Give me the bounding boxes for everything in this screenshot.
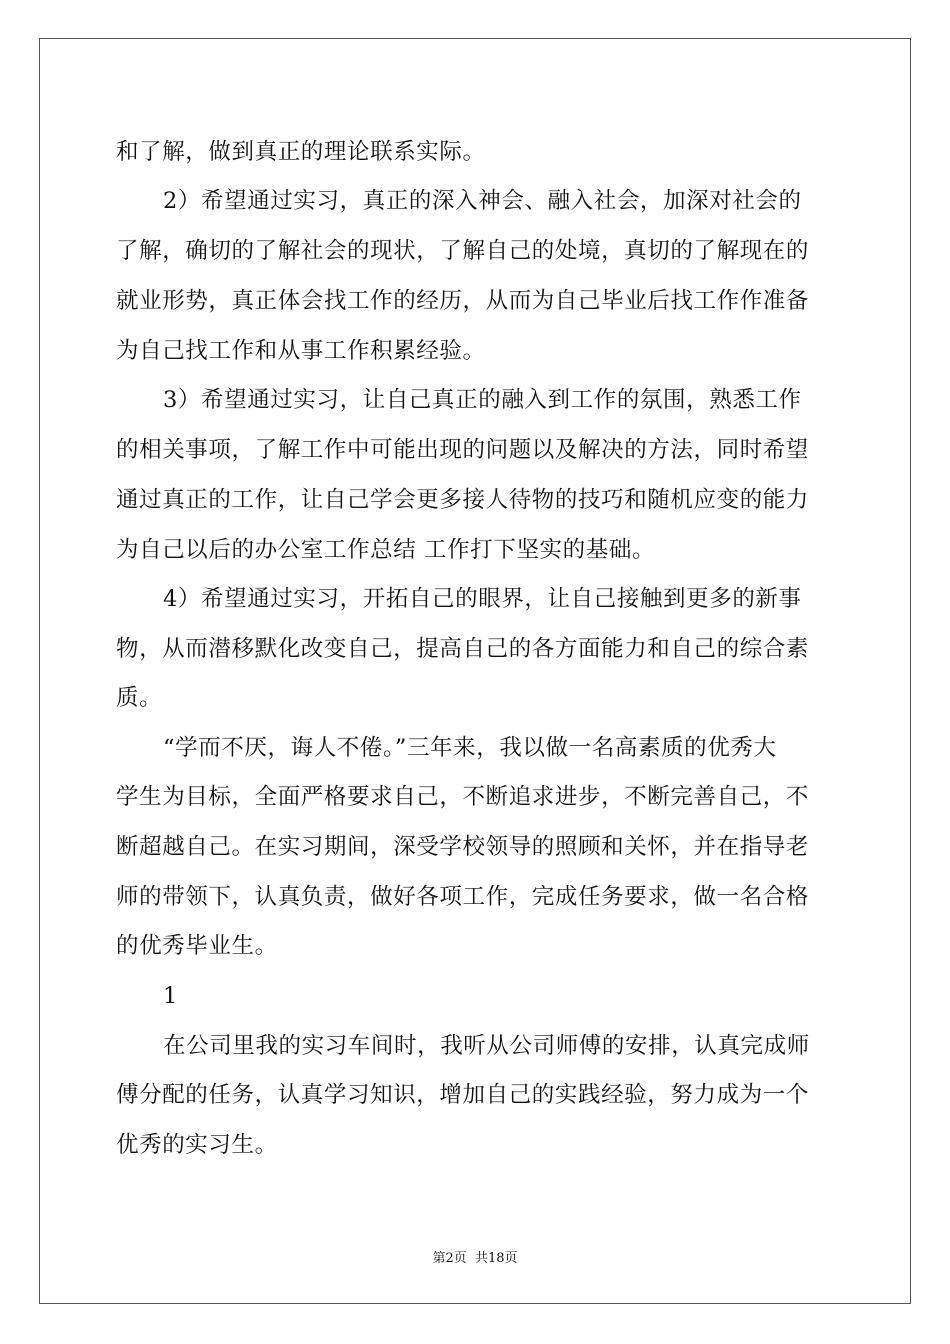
paragraph-company-start: 在公司里我的实习车间时，我听从公司师傅的安排，认真完成师 <box>163 1033 810 1059</box>
text-line: 优秀的实习生。 <box>116 1132 278 1158</box>
text-line: 学生为目标，全面严格要求自己，不断追求进步，不断完善自己，不 <box>116 784 810 810</box>
paragraph-2-start: 2）希望通过实习，真正的深入神会、融入社会，加深对社会的 <box>163 188 802 214</box>
text-line: 通过真正的工作，让自己学会更多接人待物的技巧和随机应变的能力 <box>116 487 810 513</box>
text-line: 师的带领下，认真负责，做好各项工作，完成任务要求，做一名合格 <box>116 884 810 910</box>
paragraph-quote-start: “学而不厌，诲人不倦。”三年来，我以做一名高素质的优秀大 <box>163 735 777 761</box>
text-line: 了解，确切的了解社会的现状，了解自己的处境，真切的了解现在的 <box>116 238 810 264</box>
text-line: 的优秀毕业生。 <box>116 933 278 959</box>
page-border <box>39 38 911 1304</box>
text-line: 和了解，做到真正的理论联系实际。 <box>116 139 486 165</box>
text-line: 就业形势，真正体会找工作的经历，从而为自己毕业后找工作作准备 <box>116 288 810 314</box>
paragraph-4-start: 4）希望通过实习，开拓自己的眼界，让自己接触到更多的新事 <box>163 586 802 612</box>
page-number: 第2页 <box>432 1251 467 1266</box>
page-footer <box>0 1250 950 1268</box>
text-line: 为自己找工作和从事工作积累经验。 <box>116 338 486 364</box>
text-line: 质。 <box>116 685 163 711</box>
text-line: 傅分配的任务，认真学习知识，增加自己的实践经验，努力成为一个 <box>116 1082 810 1108</box>
text-line: 为自己以后的办公室工作总结 工作打下坚实的基础。 <box>116 537 656 563</box>
text-line: 的相关事项，了解工作中可能出现的问题以及解决的方法，同时希望 <box>116 437 810 463</box>
page-total: 共18页 <box>474 1251 518 1266</box>
paragraph-3-start: 3）希望通过实习，让自己真正的融入到工作的氛围，熟悉工作 <box>163 387 802 413</box>
text-line: 物，从而潜移默化改变自己，提高自己的各方面能力和自己的综合素 <box>116 636 810 662</box>
section-number: 1 <box>163 983 178 1009</box>
text-line: 断超越自己。在实习期间，深受学校领导的照顾和关怀，并在指导老 <box>116 834 810 860</box>
